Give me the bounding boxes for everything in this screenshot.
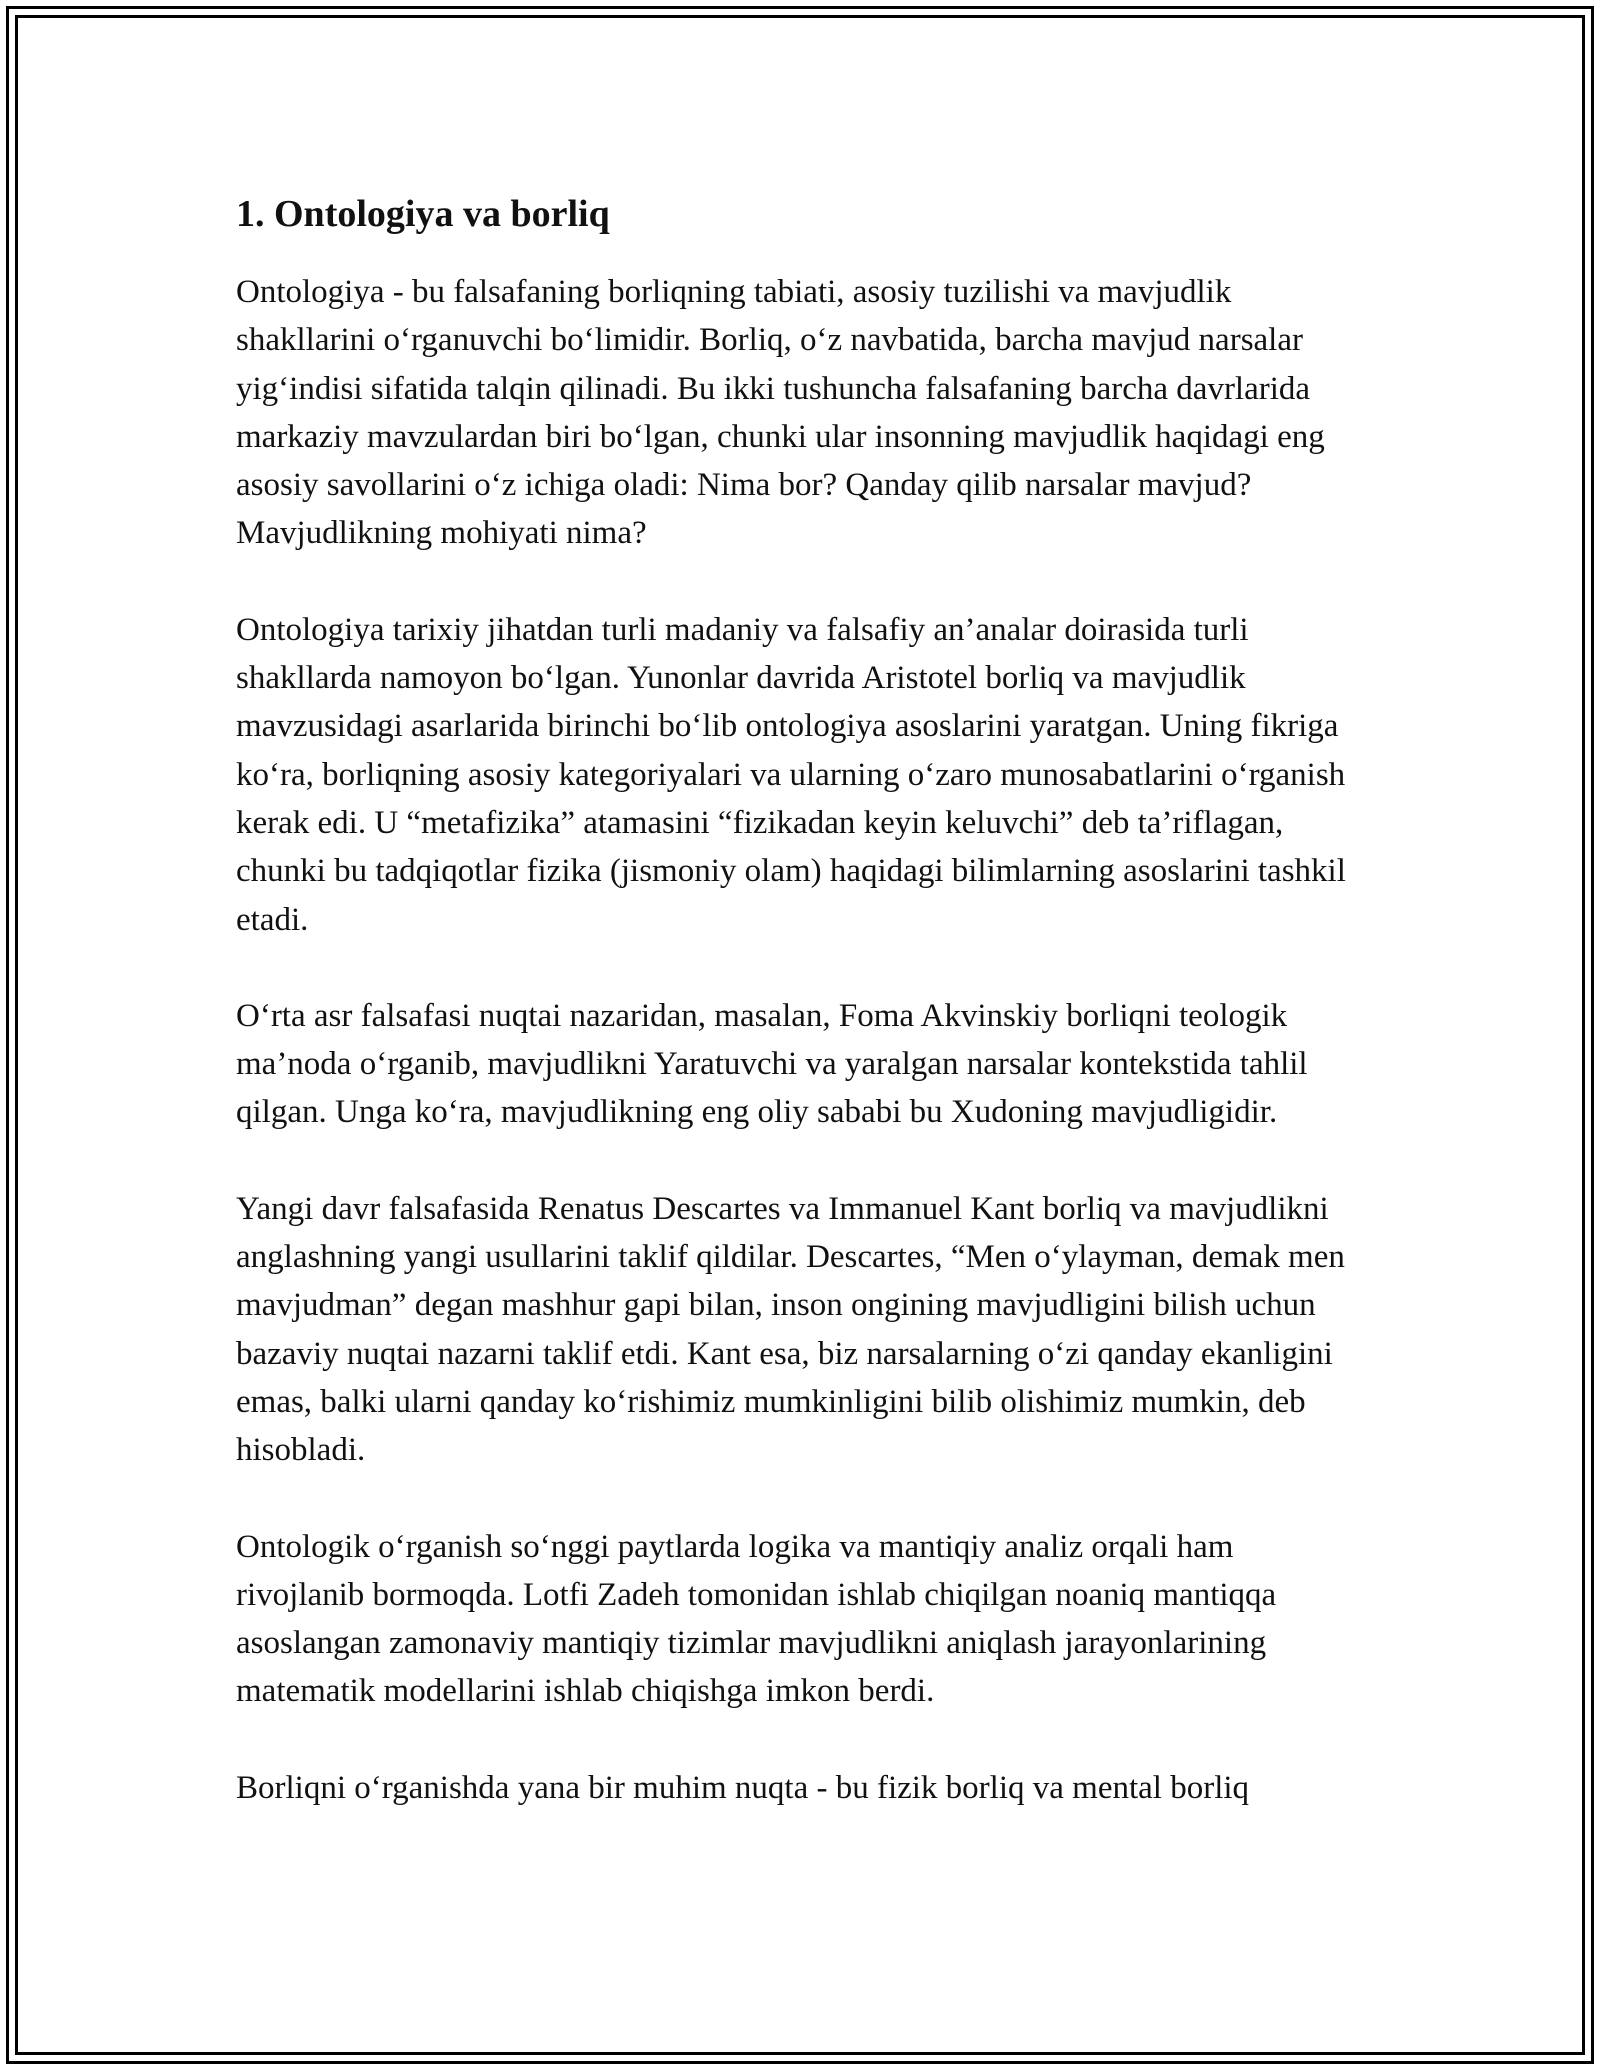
document-body: [236, 188, 1368, 1860]
paragraph-modern-philosophy: Yangi davr falsafasida Renatus Descartes va Immanuel Kant borliq va mavjudlikni anglashning yangi usullarini taklif qildilar. Descartes, “Men o‘ylayman, demak men mavjudman” degan mashhur gapi bilan, inson ongining mavjudligini bilish uchun bazaviy nuqtai nazarni taklif etdi. Kant esa, biz narsalarning o‘zi qanday ekanligini emas, balki ularni qanday ko‘rishimiz mumkinligini bilib olishimiz mumkin, deb hisobladi.: [236, 1190, 1345, 1469]
paragraph-medieval-philosophy: O‘rta asr falsafasi nuqtai nazaridan, masalan, Foma Akvinskiy borliqni teologik ma’noda o‘rganib, mavjudlikni Yaratuvchi va yaralgan narsalar kontekstida tahlil qilgan. Unga ko‘ra, mavjudlikning eng oliy sababi bu Xudoning mavjudligidir.: [236, 997, 1308, 1131]
paragraph-ontology-definition: Ontologiya - bu falsafaning borliqning tabiati, asosiy tuzilishi va mavjudlik shakllarini o‘rganuvchi bo‘limidir. Borliq, o‘z navbatida, barcha mavjud narsalar yig‘indisi sifatida talqin qilinadi. Bu ikki tushuncha falsafaning barcha davrlarida markaziy mavzulardan biri bo‘lgan, chunki ular insonning mavjudlik haqidagi eng asosiy savollarini o‘z ichiga oladi: Nima bor? Qanday qilib narsalar mavjud? Mavjudlikning mohiyati nima?: [236, 274, 1325, 552]
paragraph-physical-mental-being: Borliqni o‘rganishda yana bir muhim nuqta - bu fizik borliq va mental borliq: [236, 1769, 1250, 1806]
paragraph-ontology-history: Ontologiya tarixiy jihatdan turli madaniy va falsafiy an’analar doirasida turli shakllarda namoyon bo‘lgan. Yunonlar davrida Aristotel borliq va mavjudlik mavzusidagi asarlarida birinchi bo‘lib ontologiya asoslarini yaratgan. Uning fikriga ko‘ra, borliqning asosiy kategoriyalari va ularning o‘zaro munosabatlarini o‘rganish kerak edi. U “metafizika” atamasini “fizikadan keyin keluvchi” deb ta’riflagan, chunki bu tadqiqotlar fizika (jismoniy olam) haqidagi bilimlarning asoslarini tashkil etadi.: [236, 611, 1346, 938]
section-title: 1. Ontologiya va borliq: [236, 193, 610, 235]
paragraph-logic-analysis: Ontologik o‘rganish so‘nggi paytlarda logika va mantiqiy analiz orqali ham rivojlanib bormoqda. Lotfi Zadeh tomonidan ishlab chiqilgan noaniq mantiqqa asoslangan zamonaviy mantiqiy tizimlar mavjudlikni aniqlash jarayonlarining matematik modellarini ishlab chiqishga imkon berdi.: [236, 1528, 1277, 1710]
